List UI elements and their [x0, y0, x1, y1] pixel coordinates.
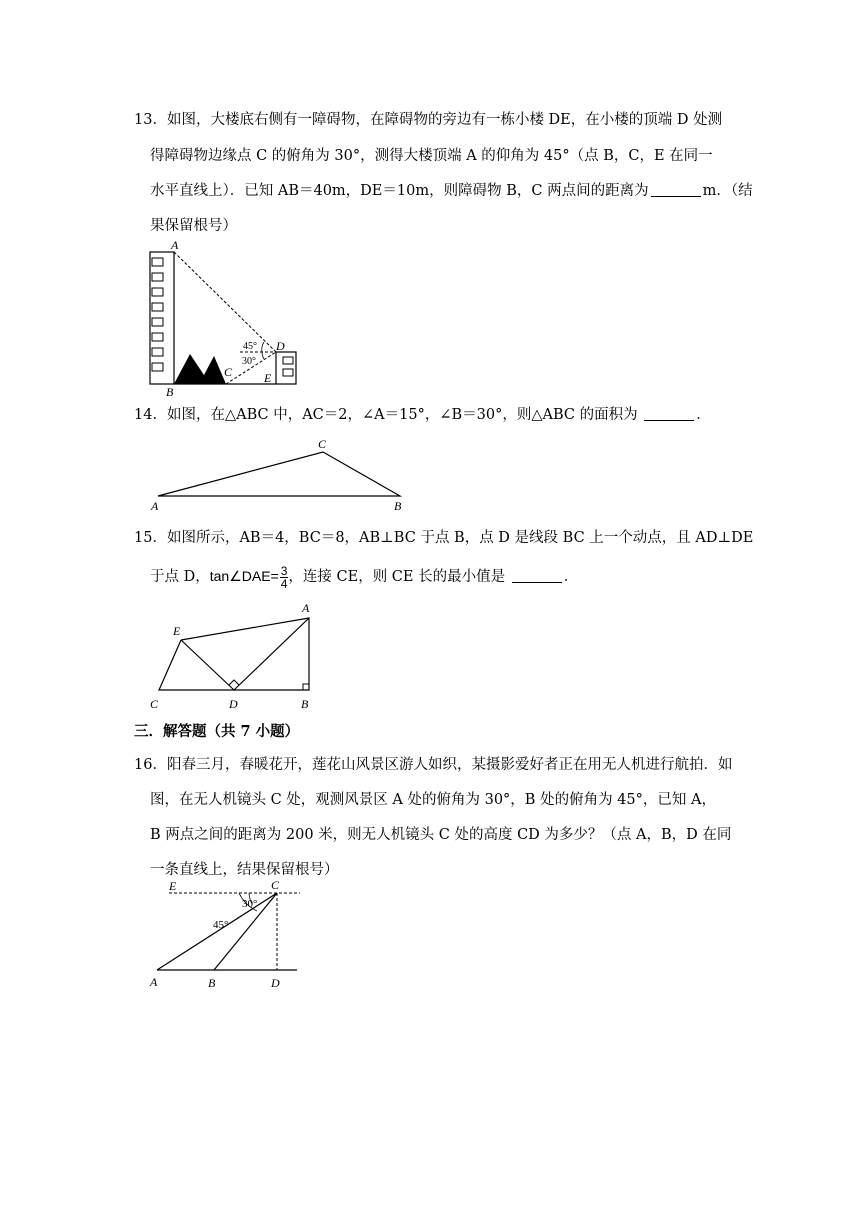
- q13-line-4: 果保留根号）: [150, 218, 237, 234]
- section-heading: 三．解答题（共 7 小题）: [134, 723, 300, 740]
- q15-label-a: A: [302, 601, 310, 615]
- q16-label-e: E: [169, 879, 177, 893]
- q15-line-1: 15．如图所示，AB＝4，BC＝8，AB⊥BC 于点 B，点 D 是线段 BC 上一个动点，且 AD⊥DE: [134, 530, 754, 546]
- q16-angle-30: 30°: [242, 898, 258, 910]
- answer-blank[interactable]: [644, 406, 694, 421]
- q14-line-1: 14．如图，在△ABC 中，AC＝2，∠A＝15°，∠B＝30°，则△ABC 的面积为 ．: [134, 407, 711, 423]
- q16-line-4: 一条直线上，结果保留根号）: [150, 862, 339, 878]
- q13-line-2: 得障碍物边缘点 C 的俯角为 30°，测得大楼顶端 A 的仰角为 45°（点 B，C，E 在同一: [150, 148, 713, 164]
- q15-label-d: D: [229, 697, 238, 711]
- q16-line-2: 图，在无人机镜头 C 处，观测风景区 A 处的俯角为 30°，B 处的俯角为 45°，已知 A，: [150, 792, 716, 808]
- q14-label-a: A: [151, 499, 159, 513]
- q13-label-d: D: [276, 339, 285, 353]
- q13-label-a: A: [171, 238, 179, 252]
- answer-blank[interactable]: [651, 182, 701, 197]
- q15-label-e: E: [173, 624, 181, 638]
- q13-label-b: B: [166, 385, 174, 399]
- q16-label-b: B: [208, 976, 216, 990]
- q13-angle-45: 45°: [243, 341, 257, 352]
- q13-line-1: 13．如图，大楼底右侧有一障碍物，在障碍物的旁边有一栋小楼 DE，在小楼的顶端 D 处测: [134, 112, 723, 128]
- q16-angle-45: 45°: [213, 919, 229, 931]
- q14-label-c: C: [318, 437, 327, 451]
- q14-figure: [148, 436, 418, 516]
- q15-figure: [145, 598, 325, 713]
- q15-label-c: C: [150, 697, 159, 711]
- q13-figure: [140, 238, 310, 398]
- q14-label-b: B: [394, 499, 402, 513]
- q16-label-c: C: [271, 878, 280, 892]
- q16-label-d: D: [271, 976, 280, 990]
- q13-angle-30: 30°: [242, 356, 256, 367]
- q16-label-a: A: [150, 975, 158, 989]
- tan-expression: tan∠DAE=: [209, 568, 279, 584]
- fraction: $\frac{3}{4}$: [280, 563, 288, 591]
- answer-blank[interactable]: [512, 568, 562, 583]
- q15-line-2: 于点 D，tan∠DAE= $\frac{3}{4}$ ，连接 CE，则 CE 长的最小值是 ．: [150, 563, 579, 591]
- q16-line-1: 16．阳春三月，春暖花开，莲花山风景区游人如织，某摄影爱好者正在用无人机进行航拍．如: [134, 757, 733, 773]
- q15-label-b: B: [301, 697, 309, 711]
- q13-label-c: C: [224, 365, 233, 379]
- q16-figure: [145, 878, 305, 993]
- q13-label-e: E: [264, 371, 272, 385]
- q13-line-3: 水平直线上）．已知 AB＝40m，DE＝10m，则障碍物 B，C 两点间的距离为 m．（结: [150, 183, 753, 199]
- q16-line-3: B 两点之间的距离为 200 米，则无人机镜头 C 处的高度 CD 为多少？（点 A，B，D 在同: [150, 827, 732, 843]
